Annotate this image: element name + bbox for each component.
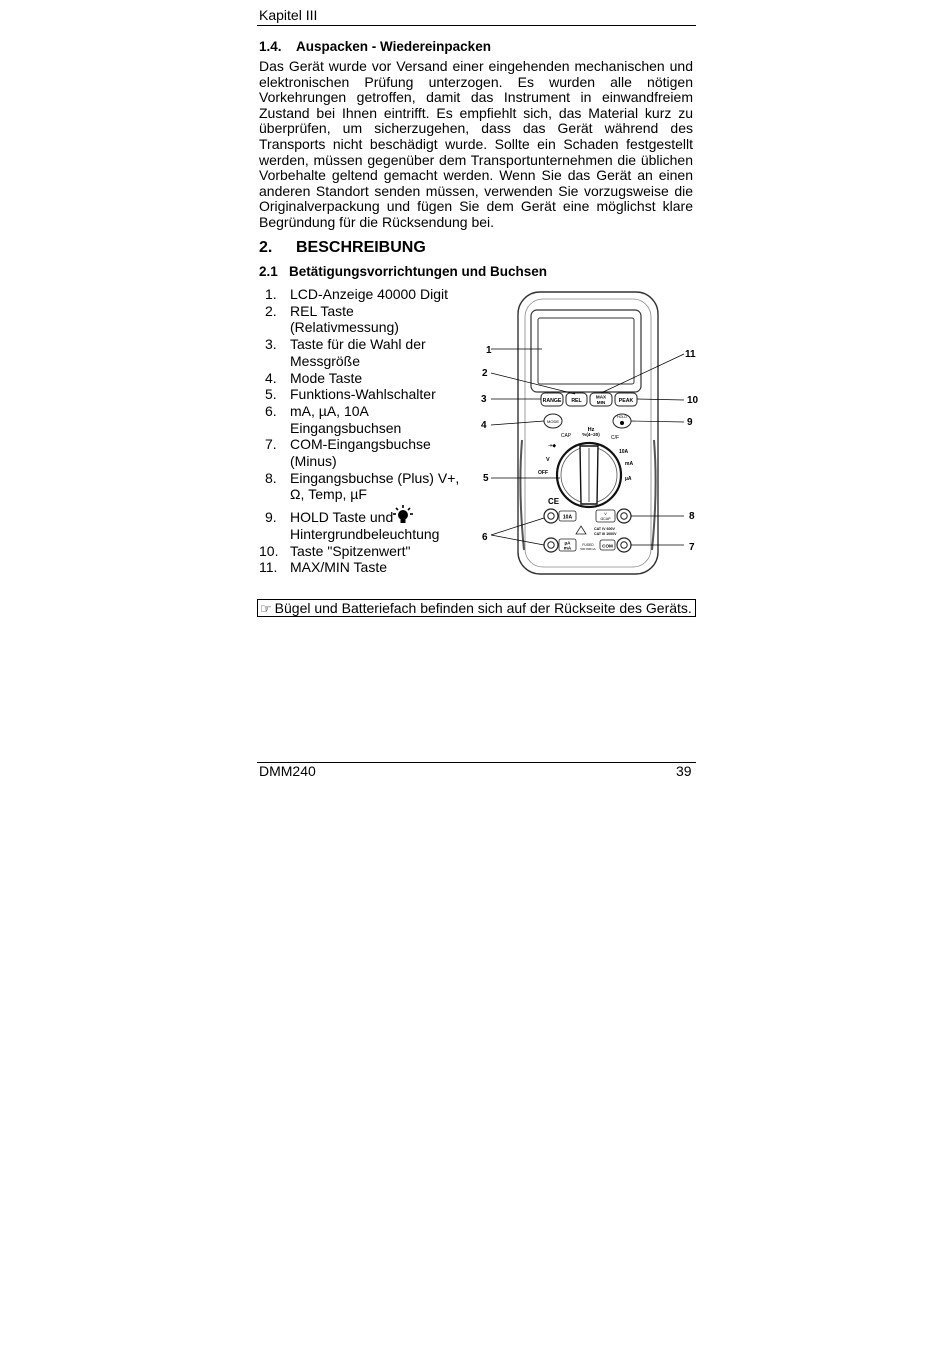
callout-4: 4	[481, 420, 487, 431]
item-text: Taste "Spitzenwert"	[290, 542, 411, 559]
hold-label: HOLD	[617, 415, 627, 419]
callout-11: 11	[685, 349, 696, 360]
dial-cf-label: C/F	[610, 435, 620, 441]
item-text: MAX/MIN Taste	[290, 559, 387, 576]
callout-1: 1	[486, 345, 492, 356]
item-text: LCD-Anzeige 40000 Digit	[290, 286, 448, 302]
min-label: MIN	[596, 400, 606, 405]
item-number: 10.	[259, 542, 279, 559]
backlight-bulb-icon	[393, 505, 413, 525]
ua-jack-label: µA	[564, 540, 571, 546]
ce-mark: CE	[548, 497, 560, 506]
dial-10a-label: 10A	[619, 449, 629, 455]
cat-rating-1: CAT IV 600V	[594, 527, 615, 531]
dial-hz-label: Hz	[587, 427, 595, 433]
list-item	[259, 336, 464, 369]
chapter-label: Kapitel III	[259, 7, 318, 23]
fused-label-2: 500 800mA	[580, 547, 596, 551]
dial-cap-label: CAP	[560, 433, 572, 439]
list-item	[259, 370, 464, 387]
item-text: REL Taste (Relativmessung)	[290, 302, 399, 336]
item-number: 5.	[265, 386, 277, 403]
callout-2: 2	[482, 368, 488, 379]
item-text: COM-Eingangsbuchse (Minus)	[290, 436, 431, 470]
item-text: Mode Taste	[290, 369, 363, 386]
list-item	[259, 559, 464, 576]
lcd-display	[538, 318, 634, 384]
section-1-4-paragraph: Das Gerät wurde vor Versand einer eingehenden mechanischen und elektronischen Prüfung unterzogen. Es wurden alle nötigen Vorkehrungen getroffen, damit das Instrument in einwandfreiem Zustand bei Ihnen eintrifft. Es empfiehlt sich, das Material kurz zu überprüfen, um sicherzugehen, dass das Gerät während des Transports nicht beschädigt wurde. Sollte ein Schaden festgestellt werden, müssen gegenüber dem Transportunternehmen die üblichen Vorbehalte geltend gemacht werden. Wenn Sie das Gerät an einen anderen Standort senden müssen, verwenden Sie vorzugsweise die Originalverpackung und fügen Sie dem Gerät eine möglichst klare Begründung für die Rücksendung bei.	[259, 58, 693, 230]
fused-label-1: FUSED	[582, 543, 594, 547]
dial-diode-label: ⇥◆	[548, 443, 557, 449]
note-box	[257, 599, 696, 617]
peak-label: PEAK	[618, 398, 634, 404]
uama-jack	[544, 538, 558, 552]
section-2-heading	[259, 239, 426, 257]
ma-jack-label: mA	[563, 545, 572, 551]
section-number: 2.1	[259, 264, 278, 279]
max-label: MAX	[595, 394, 607, 400]
section-title: Auspacken - Wiedereinpacken	[296, 39, 491, 54]
callout-8: 8	[689, 511, 695, 522]
10a-jack-label: 10A	[562, 514, 573, 521]
vohm-jack-label-1: V	[604, 512, 607, 516]
com-jack	[617, 538, 631, 552]
header-rule	[257, 25, 696, 26]
dial-ma-label: mA	[625, 461, 634, 467]
hold-bulb-mark	[620, 421, 624, 425]
callout-6: 6	[482, 532, 488, 543]
dial-off-label: OFF	[538, 470, 548, 476]
item-number: 11.	[259, 559, 278, 576]
list-item	[259, 470, 464, 503]
10a-jack	[544, 509, 558, 523]
section-1-4-heading	[259, 39, 491, 54]
footer-page-number: 39	[676, 763, 692, 779]
callout-5: 5	[483, 473, 489, 484]
com-jack-label: COM	[602, 543, 613, 549]
range-label: RANGE	[542, 398, 562, 404]
callout-3: 3	[481, 394, 487, 405]
callout-9: 9	[687, 417, 693, 428]
pointing-hand-icon: ☞	[260, 602, 272, 617]
callout-7: 7	[689, 542, 695, 553]
cat-rating-2: CAT III 1000V	[594, 532, 617, 536]
rel-label: REL	[571, 398, 582, 404]
callout-10: 10	[687, 395, 699, 406]
item-text: HOLD Taste und Hintergrundbeleuchtung	[290, 509, 440, 542]
item-number: 4.	[265, 369, 277, 386]
section-title: Betätigungsvorrichtungen und Buchsen	[289, 264, 548, 279]
dial-percent-label: %(4~20)	[582, 432, 600, 437]
section-title: BESCHREIBUNG	[296, 239, 426, 256]
list-item	[259, 286, 464, 303]
controls-list	[259, 286, 464, 576]
section-number: 1.4.	[259, 39, 282, 54]
item-number: 7.	[265, 436, 277, 453]
mode-label: MODE	[547, 419, 559, 424]
item-text: mA, µA, 10A Eingangsbuchsen	[290, 402, 402, 436]
item-text: Taste für die Wahl der Messgröße	[290, 336, 426, 369]
item-number: 6.	[265, 402, 277, 419]
item-number: 8.	[265, 469, 277, 486]
list-item	[259, 303, 464, 336]
item-text: Eingangsbuchse (Plus) V+, Ω, Temp, µF	[290, 469, 460, 503]
vohm-jack	[617, 509, 631, 523]
item-number: 2.	[265, 302, 277, 319]
list-item	[259, 403, 464, 436]
item-number: 3.	[265, 336, 277, 353]
multimeter-diagram	[478, 290, 702, 580]
item-text: Funktions-Wahlschalter	[290, 386, 436, 403]
vohm-jack-label-2: ΩCAP	[600, 517, 611, 521]
list-item	[259, 509, 464, 542]
item-number: 9.	[265, 509, 277, 526]
list-item	[259, 436, 464, 469]
note-text: Bügel und Batteriefach befinden sich auf der Rückseite des Geräts.	[274, 600, 692, 616]
item-number: 1.	[265, 286, 277, 302]
list-item	[259, 386, 464, 403]
section-2-1-heading	[259, 264, 547, 279]
footer-rule	[257, 762, 696, 763]
footer-model: DMM240	[259, 763, 316, 779]
list-item	[259, 543, 464, 560]
dial-v-label: V	[546, 457, 550, 463]
dial-ua-label: µA	[625, 476, 632, 482]
section-number: 2.	[259, 239, 273, 256]
